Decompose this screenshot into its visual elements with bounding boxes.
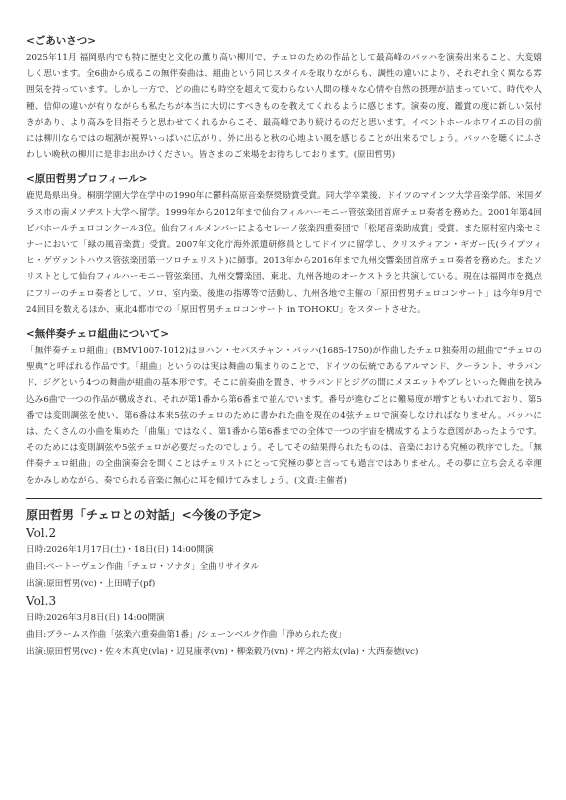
suites-heading: <無伴奏チェロ組曲について> [26, 328, 170, 341]
greeting-text: 2025年11月 福岡県内でも特に歴史と文化の薫り高い柳川で、チェロのための作品として最高峰のバッハを演奏出来ること、大変嬉しく思います。全6曲から成るこの無伴奏曲は、組曲という同じスタイルを取りながらも、調性の違いにより、それぞれ全く異なる雰囲気を持っています。しかし一方で、どの曲にも時空を超えて変わらない人間の様々な心情や自然の摂理が詰まっていて、時代や人種、信仰の違いが有りながらも私たちが本当に大切にすべきものを教えてくれるように感じます。演奏の度、鑑賞の度に新しい気付きがあり、より高みを目指そうと思わせてくれるからこそ、最高峰であり続けるのだと思います。イベントホールホワイエの目の前には柳川ならではの堀割が視界いっぱいに広がり、外に出ると秋の心地よい風を感じることが出来るでしょう。バッハを聴くにふさわしい晩秋の柳川に是非お出かけください。皆さまのご来場をお待ちしております。(原田哲男) [26, 53, 542, 161]
greeting-heading: <ごあいさつ> [26, 35, 97, 47]
section-divider [26, 498, 542, 499]
suites-section [26, 327, 542, 489]
profile-section [26, 172, 542, 318]
schedule-heading: 原田哲男「チェロとの対話」<今後の予定> [26, 507, 262, 522]
vol3-label: Vol.3 [26, 593, 57, 608]
suites-text: 「無伴奏チェロ組曲」(BMV1007-1012)はヨハン・セバスチャン・バッハ(1685-1750)が作曲したチェロ独奏用の組曲で“チェロの聖典”と呼ばれる作品です。「組曲」というのは実は舞曲の集まりのことで、ドイツの伝統であるアルマンド、クーラント、サラバンド、ジグという4つの舞曲が組曲の基本形です。そこに前奏曲を置き、サラバンドとジグの間にメヌエットやブレといった舞曲を挟み込み6曲で一つの作品が構成され、それが第1番から第6番まで並んでいます。番号が進むごとに難易度が増すともいわれており、第5番では変則調弦を使い、第6番は本来5弦のチェロのために書かれた曲を現在の4弦チェロで演奏しなければなりません。バッハには、たくさんの小曲を集めた「曲集」ではなく、第1番から第6番までの全体で一つの宇宙を構成するような意図があったようです。そのためには変則調弦や5弦チェロが必要だったのでしょう。そしてその結果得られたものは、音楽における究極の秩序でした。「無伴奏チェロ組曲」の全曲演奏会を開くことはチェリストにとって究極の夢と言っても過言ではありません。その夢に立ち会える幸運をかみしめながら、奏でられる音楽に無心に耳を傾けてみましょう。(文責:主催者) [26, 346, 542, 486]
schedule-section [26, 507, 542, 661]
vol3-performers: 出演:原田哲男(vc)・佐々木真史(vla)・辺見康孝(vn)・柳楽毅乃(vn)・坪之内裕太(vla)・大西泰徳(vc) [26, 646, 419, 657]
vol3-date: 日時:2026年3月8日(日) 14:00開演 [26, 612, 165, 623]
vol2-label: Vol.2 [26, 525, 57, 540]
greeting-section [26, 34, 542, 163]
profile-text: 鹿児島県出身。桐朋学園大学在学中の1990年に鬱科高原音楽祭奨励賞受賞。同大学卒業後、ドイツのマインツ大学音楽学部、米国ダラス市の南メソヂスト大学へ留学。1999年から2012年まで仙台フィルハーモニー管弦楽団首席チェロ奏者を務めた。2001年第4回ビバホールチェロコンクール3位。仙台フィルメンバーによるセレーノ弦楽四重奏団で「松尾音楽助成賞」受賞、また原村室内楽セミナーにおいて「緑の風音楽賞」受賞。2007年文化庁海外派遣研修員としてドイツに留学し、クリスティアン・ギガー氏(ライプツィヒ・ゲヴァントハウス管弦楽団第一ソロチェリスト)に師事。2013年から2016年まで九州交響楽団首席チェロ奏者を務めた。またソリストとして仙台フィルハーモニー管弦楽団、九州交響楽団、東北、九州各地のオーケストラと共演している。現在は福岡市を拠点にフリーのチェロ奏者として、ソロ、室内楽、後進の指導等で活動し、九州各地で主催の「原田哲男チェロコンサート」は今年9月で24回目を数えるほか、東北4都市での「原田哲男チェロコンサート in TOHOKU」をスタートさせた。 [26, 191, 542, 315]
profile-heading: <原田哲男プロフィール> [26, 173, 148, 186]
flyer-page [26, 34, 542, 661]
vol2-performers: 出演:原田哲男(vc)・上田晴子(pf) [26, 578, 156, 589]
vol2-program: 曲目:ベートーヴェン作曲「チェロ・ソナタ」全曲リサイタル [26, 561, 260, 572]
vol3-program: 曲目:ブラームス作曲「弦楽六重奏曲第1番」/シェーンベルク作曲「浄められた夜」 [26, 629, 347, 640]
vol2-date: 日時:2026年1月17日(土)・18日(日) 14:00開演 [26, 544, 214, 555]
